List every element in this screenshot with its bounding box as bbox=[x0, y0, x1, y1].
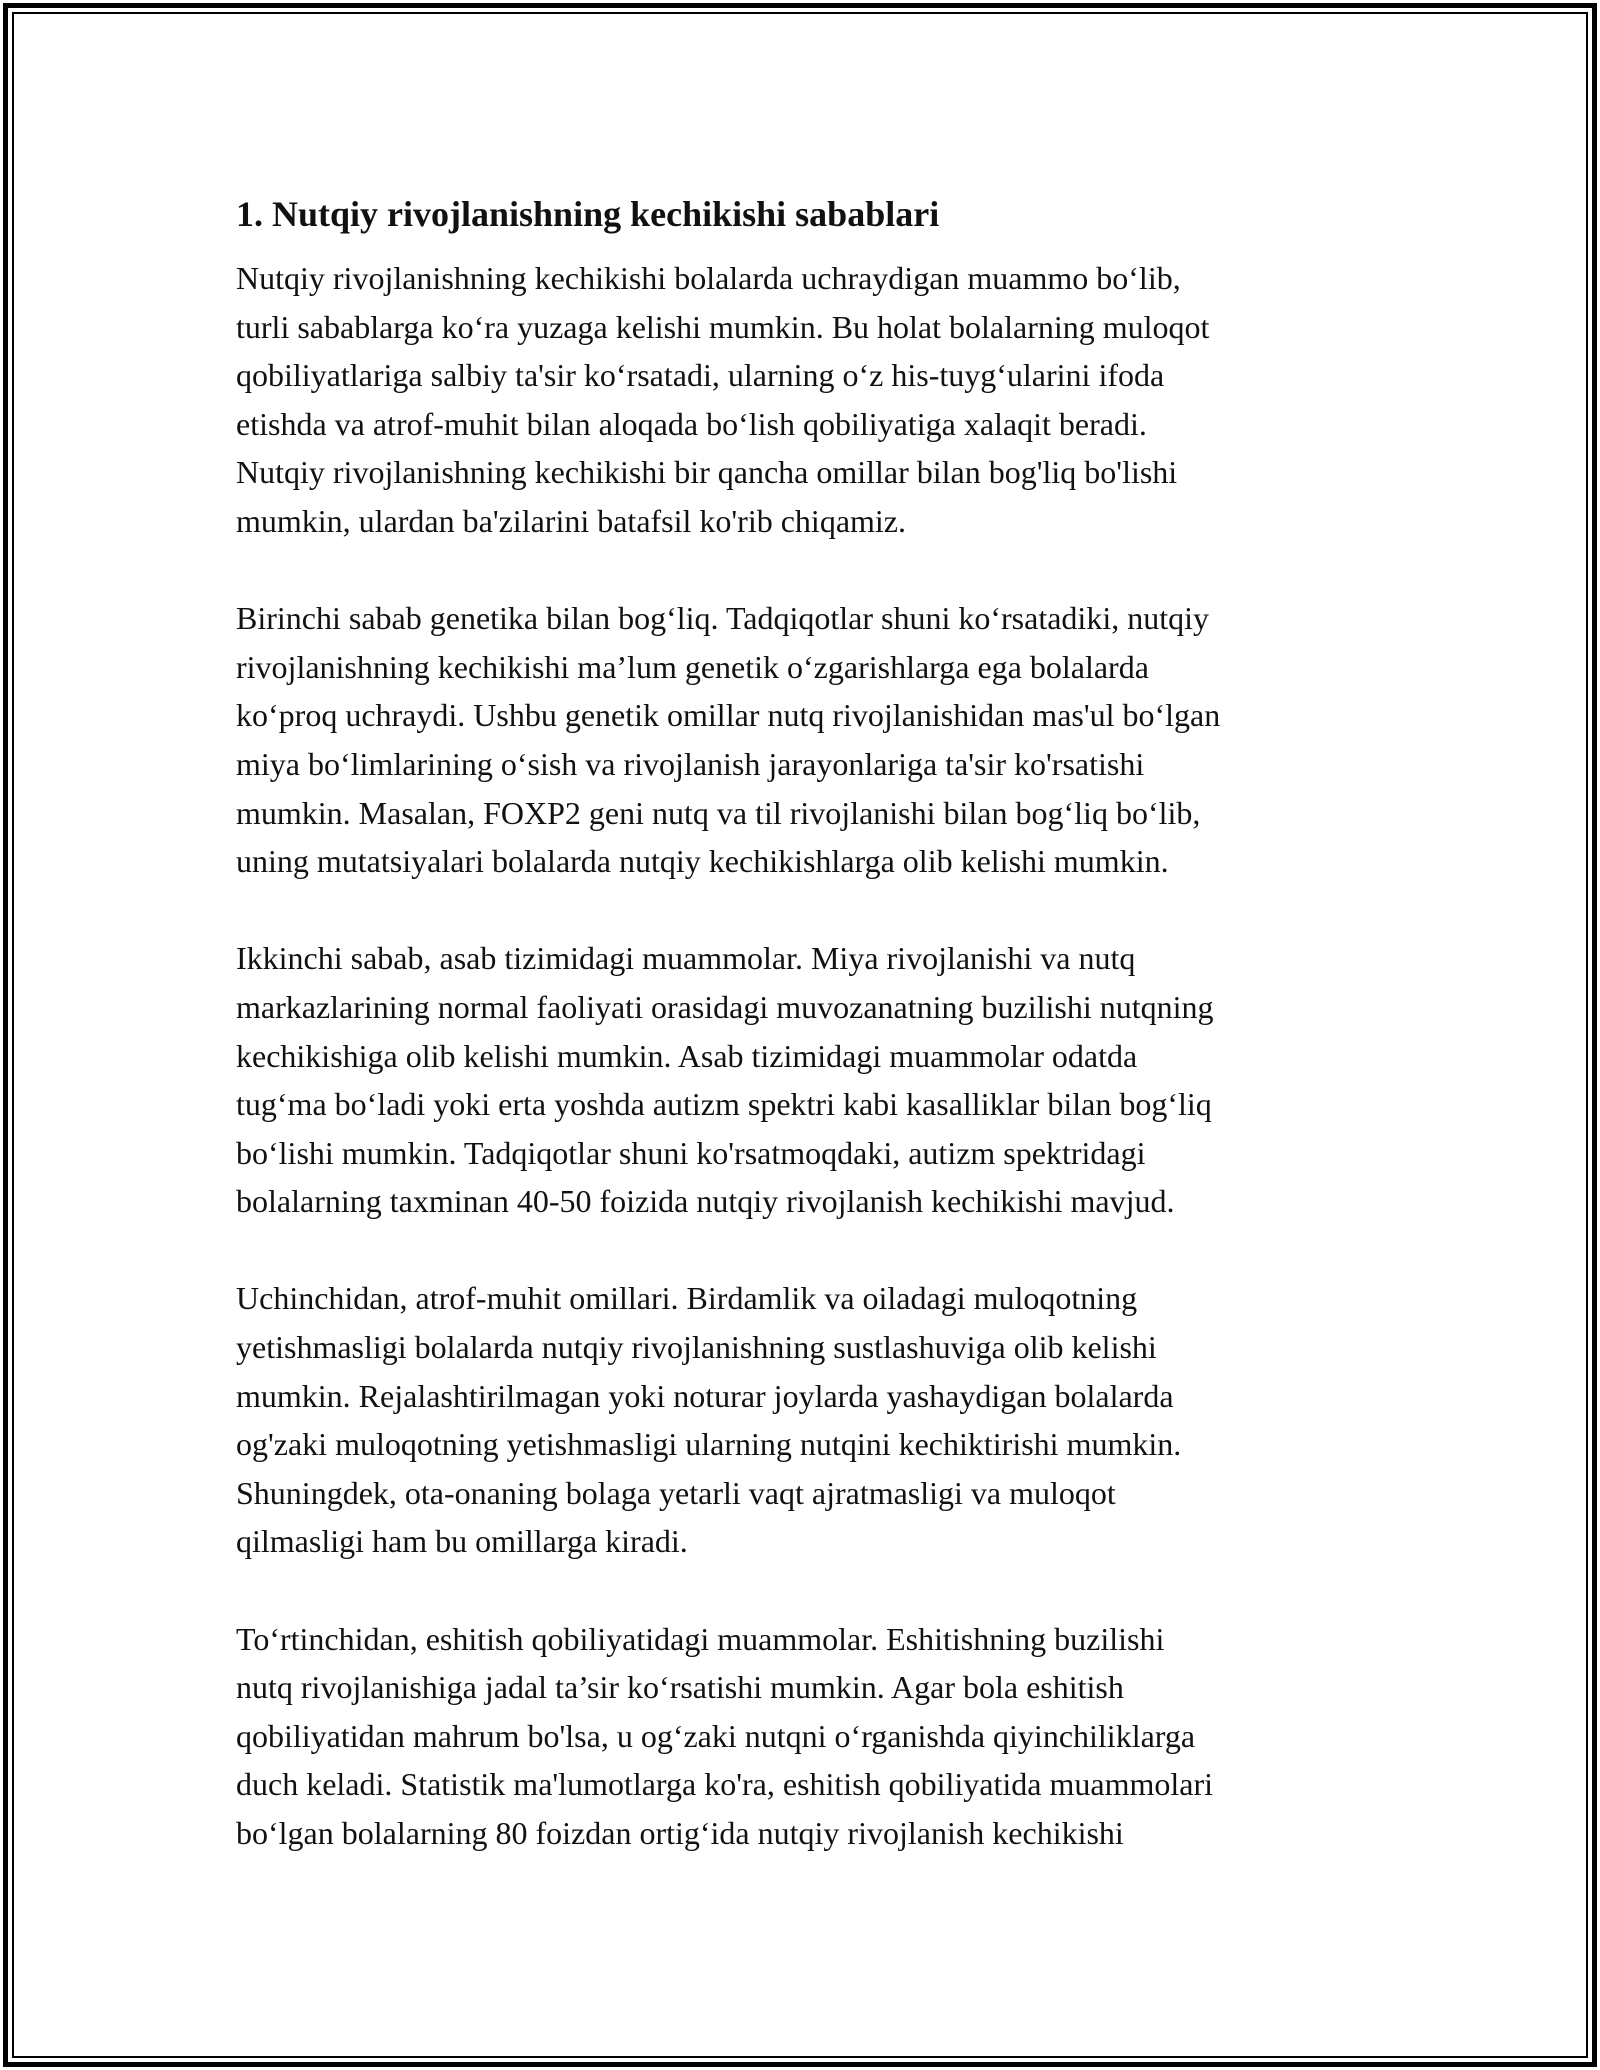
document-body bbox=[236, 186, 1386, 1906]
paragraph-genetics: Birinchi sabab genetika bilan bog‘liq. Tadqiqotlar shuni ko‘rsatadiki, nutqiy rivojlanishning kechikishi ma’lum genetik o‘zgarishlarga ega bolalarda ko‘proq uchraydi. Ushbu genetik omillar nutq rivojlanishidan mas'ul bo‘lgan miya bo‘limlarining o‘sish va rivojlanish jarayonlariga ta'sir ko'rsatishi mumkin. Masalan, FOXP2 geni nutq va til rivojlanishi bilan bog‘liq bo‘lib, uning mutatsiyalari bolalarda nutqiy kechikishlarga olib kelishi mumkin. bbox=[236, 600, 1221, 880]
paragraph-environment: Uchinchidan, atrof-muhit omillari. Birdamlik va oiladagi muloqotning yetishmasligi bolalarda nutqiy rivojlanishning sustlashuviga olib kelishi mumkin. Rejalashtirilmagan yoki noturar joylarda yashaydigan bolalarda og'zaki muloqotning yetishmasligi ularning nutqini kechiktirishi mumkin. Shuningdek, ota-onaning bolaga yetarli vaqt ajratmasligi va muloqot qilmasligi ham bu omillarga kiradi. bbox=[236, 1280, 1182, 1560]
paragraph-hearing: To‘rtinchidan, eshitish qobiliyatidagi muammolar. Eshitishning buzilishi nutq rivojlanishiga jadal ta’sir ko‘rsatishi mumkin. Agar bola eshitish qobiliyatidan mahrum bo'lsa, u og‘zaki nutqni o‘rganishda qiyinchiliklarga duch keladi. Statistik ma'lumotlarga ko'ra, eshitish qobiliyatida muammolari bo‘lgan bolalarning 80 foizdan ortig‘ida nutqiy rivojlanish kechikishi bbox=[236, 1620, 1213, 1851]
paragraph-intro: Nutqiy rivojlanishning kechikishi bolalarda uchraydigan muammo bo‘lib, turli sabablarga ko‘ra yuzaga kelishi mumkin. Bu holat bolalarning muloqot qobiliyatlariga salbiy ta'sir ko‘rsatadi, ularning o‘z his-tuyg‘ularini ifoda etishda va atrof-muhit bilan aloqada bo‘lish qobiliyatiga xalaqit beradi. Nutqiy rivojlanishning kechikishi bir qancha omillar bilan bog'liq bo'lishi mumkin, ulardan ba'zilarini batafsil ko'rib chiqamiz. bbox=[236, 260, 1210, 539]
section-heading: 1. Nutqiy rivojlanishning kechikishi sabablari bbox=[236, 194, 940, 234]
paragraph-nervous-system: Ikkinchi sabab, asab tizimidagi muammolar. Miya rivojlanishi va nutq markazlarining normal faoliyati orasidagi muvozanatning buzilishi nutqning kechikishiga olib kelishi mumkin. Asab tizimidagi muammolar odatda tug‘ma bo‘ladi yoki erta yoshda autizm spektri kabi kasalliklar bilan bog‘liq bo‘lishi mumkin. Tadqiqotlar shuni ko'rsatmoqdaki, autizm spektridagi bolalarning taxminan 40-50 foizida nutqiy rivojlanish kechikishi mavjud. bbox=[236, 940, 1214, 1220]
